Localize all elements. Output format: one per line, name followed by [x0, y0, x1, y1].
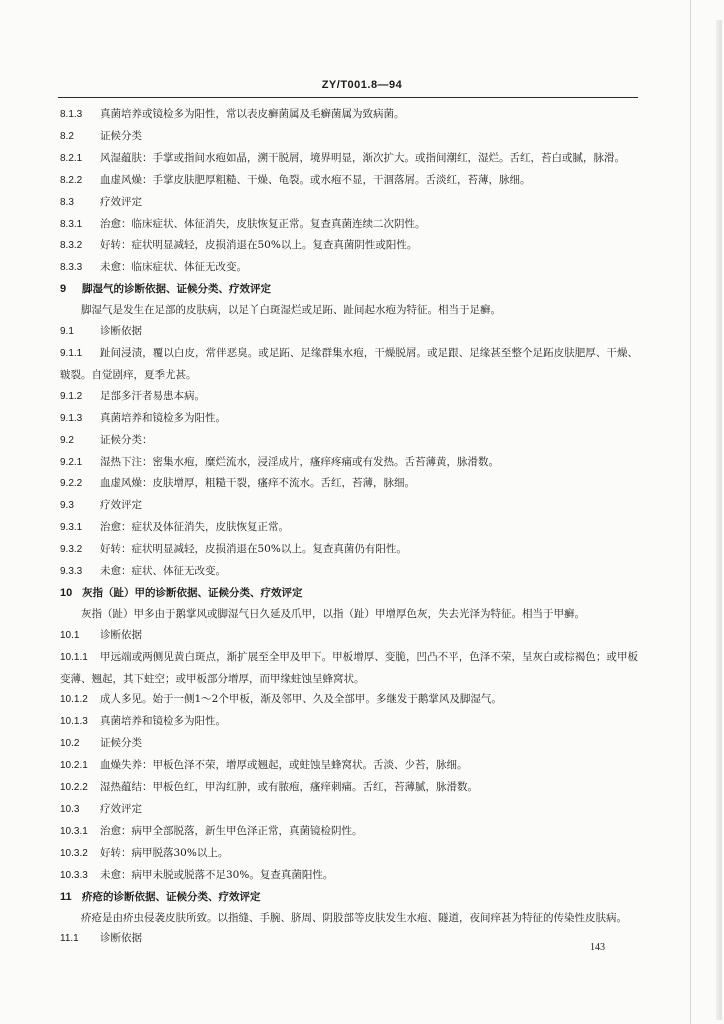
clause-number: 10.2.2	[60, 782, 88, 794]
clause-line	[60, 777, 638, 799]
clause-text: 风湿蕴肤：手掌或指间水疱如晶，溯干脱屑，境界明显，渐次扩大。或指间潮红，湿烂。舌红，苔白或腻，脉滑。	[100, 151, 625, 164]
clause-line	[60, 799, 638, 821]
clause-line	[60, 386, 638, 408]
clause-text: 诊断依据	[100, 932, 142, 945]
clause-number: 11.1	[60, 933, 79, 945]
clause-text: 证候分类	[100, 129, 142, 142]
clause-text: 真菌培养或镜检多为阳性，常以表皮癣菌属及毛癣菌属为致病菌。	[100, 108, 405, 120]
clause-number: 11	[60, 890, 72, 903]
body-paragraph	[60, 908, 638, 929]
clause-number: 10.3.2	[60, 847, 88, 859]
clause-number: 9.2	[60, 434, 74, 446]
clause-number: 9.1.1	[60, 347, 83, 359]
clause-text: 证候分类：	[100, 433, 153, 446]
clause-line	[60, 821, 638, 843]
clause-number: 9.1.2	[60, 390, 83, 402]
clause-text: 好转：症状明显减轻，皮损消退在50%以上。复查真菌阴性或阳性。	[100, 239, 418, 252]
clause-line	[60, 104, 638, 126]
clause-number: 9.3.3	[60, 566, 83, 578]
clause-number: 9.1	[60, 326, 74, 338]
clause-line	[60, 625, 638, 647]
clause-number: 10.1.1	[60, 651, 88, 663]
scan-edge-shadow	[716, 20, 722, 1020]
clause-text: 好转：病甲脱落30%以上。	[100, 846, 229, 859]
clause-number: 9.3	[60, 500, 74, 512]
clause-number: 8.3	[60, 196, 74, 208]
clause-text: 湿热蕴结：甲板色红，甲沟红肿，或有脓疱，瘙痒刺痛。舌红，苔薄腻，脉滑数。	[100, 781, 478, 794]
clause-text: 血虚风燥：手掌皮肤肥厚粗糙、干燥、龟裂。或水疱不显，干涸落屑。舌淡红，苔薄，脉细。	[100, 173, 531, 186]
clause-text: 好转：症状明显减轻，皮损消退在50%以上。复查真菌仍有阳性。	[100, 543, 407, 556]
clause-line	[60, 148, 638, 170]
clause-text: 治愈：症状及体征消失，皮肤恢复正常。	[100, 521, 289, 534]
clause-text: 足部多汗者易患本病。	[100, 389, 205, 402]
clause-line	[60, 495, 638, 517]
clause-text: 成人多见。始于一侧1～2个甲板，渐及邻甲、久及全部甲。多继发于鹅掌风及脚湿气。	[100, 693, 502, 706]
clause-number: 9.2.2	[60, 478, 83, 490]
clause-number: 8.2.2	[60, 174, 83, 186]
clause-line	[60, 321, 638, 343]
clause-line	[60, 408, 638, 430]
body-paragraph	[60, 604, 638, 625]
clause-number: 8.3.1	[60, 218, 83, 230]
clause-line	[60, 235, 638, 257]
clause-number: 10.1.3	[60, 716, 88, 728]
clause-line	[60, 539, 638, 561]
clause-number: 10.2	[60, 738, 80, 750]
clause-number: 10.3.3	[60, 869, 88, 881]
clause-line	[60, 517, 638, 539]
section-heading	[60, 279, 638, 300]
clause-number: 8.3.2	[60, 240, 83, 252]
clause-text: 血虚风燥：皮肤增厚，粗糙干裂，瘙痒不流水。舌红，苔薄，脉细。	[100, 477, 415, 490]
clause-line	[60, 561, 638, 583]
clause-text: 证候分类	[100, 737, 142, 750]
clause-line	[60, 452, 638, 474]
clause-text: 疗效评定	[100, 803, 142, 815]
clause-text: 未愈：病甲未脱或脱落不足30%。复查真菌阳性。	[100, 868, 334, 881]
clause-line	[60, 711, 638, 733]
section-heading	[60, 887, 638, 908]
clause-text: 脚湿气的诊断依据、证候分类、疗效评定	[82, 283, 271, 296]
clause-text: 未愈：症状、体征无改变。	[100, 565, 226, 578]
clause-line	[60, 473, 638, 495]
clause-number: 8.2	[60, 130, 74, 142]
clause-text: 疥疮的诊断依据、证候分类、疗效评定	[82, 890, 261, 903]
clause-line	[60, 733, 638, 755]
clause-number: 10.3	[60, 804, 80, 815]
clause-line	[60, 126, 638, 148]
clause-text: 诊断依据	[100, 325, 142, 338]
clause-number: 8.2.1	[60, 152, 83, 164]
clause-line	[60, 343, 638, 386]
clause-text: 真菌培养和镜检多为阳性。	[100, 411, 226, 424]
clause-line	[60, 192, 638, 214]
clause-number: 10	[60, 586, 73, 599]
clause-text: 甲远端或两侧见黄白斑点，渐扩展至全甲及甲下。甲板增厚、变脆，凹凸不平，色泽不荣，呈灰白或棕褐色；或甲板变薄、翘起，其下蛀空；或甲板部分增厚，而甲缘蛀蚀呈蜂窝状。	[60, 650, 638, 685]
header-rule	[58, 97, 638, 98]
clause-text: 脚湿气是发生在足部的皮肤病，以足丫白斑湿烂或足跖、趾间起水疱为特征。相当于足癣。	[81, 304, 501, 317]
clause-number: 9.3.2	[60, 544, 83, 556]
clause-text: 治愈：临床症状、体征消失，皮肤恢复正常。复查真菌连续二次阴性。	[100, 217, 426, 230]
clause-text: 未愈：临床症状、体征无改变。	[100, 261, 247, 274]
clause-text: 诊断依据	[100, 628, 142, 641]
clause-text: 灰指（趾）甲多由于鹅掌风或脚湿气日久延及爪甲，以指（趾）甲增厚色灰，失去光泽为特征。相当于甲癣。	[81, 607, 585, 620]
clause-line	[60, 843, 638, 865]
clause-text: 血燥失养：甲板色泽不荣，增厚或翘起，或蛀蚀呈蜂窝状。舌淡、少苔，脉细。	[100, 759, 468, 772]
page-header: ZY/T001.8—94	[321, 79, 403, 91]
clause-number: 9.1.3	[60, 412, 83, 424]
clause-text: 疥疮是由疥虫侵袭皮肤所致。以指缝、手腕、脐周、阴股部等皮肤发生水疱、隧道，夜间痒甚为特征的传染性皮肤病。	[81, 911, 627, 924]
body-paragraph	[60, 300, 638, 321]
page-number: 143	[590, 942, 605, 953]
clause-number: 10.2.1	[60, 760, 88, 772]
clause-number: 9.3.1	[60, 522, 83, 534]
clause-number: 9	[60, 283, 67, 296]
section-heading	[60, 583, 638, 604]
clause-line	[60, 214, 638, 236]
body-text	[60, 104, 638, 950]
clause-text: 治愈：病甲全部脱落，新生甲色泽正常，真菌镜检阴性。	[100, 824, 363, 837]
clause-text: 湿热下注：密集水疱，糜烂流水，浸淫成片，瘙痒疼痛或有发热。舌苔薄黄，脉滑数。	[100, 455, 499, 468]
clause-line	[60, 865, 638, 887]
page-edge-line	[690, 0, 691, 1024]
clause-text: 疗效评定	[100, 499, 142, 512]
clause-line	[60, 430, 638, 452]
clause-text: 趾间浸渍，覆以白皮，常伴恶臭。或足跖、足缘群集水疱，干燥脱屑。或足跟、足缘甚至整个足跖皮肤肥厚、干燥、皲裂。自觉剧痒，夏季尤甚。	[60, 346, 638, 381]
clause-text: 疗效评定	[100, 195, 142, 208]
clause-text: 灰指（趾）甲的诊断依据、证候分类、疗效评定	[82, 586, 303, 599]
clause-line	[60, 257, 638, 279]
clause-line	[60, 170, 638, 192]
clause-text: 真菌培养和镜检多为阳性。	[100, 715, 226, 728]
clause-number: 8.3.3	[60, 262, 83, 274]
clause-line	[60, 755, 638, 777]
clause-line	[60, 928, 638, 950]
clause-line	[60, 689, 638, 711]
clause-number: 10.1	[60, 629, 80, 641]
clause-number: 8.1.3	[60, 109, 83, 120]
clause-line	[60, 647, 638, 690]
clause-number: 10.3.1	[60, 825, 88, 837]
clause-number: 10.1.2	[60, 694, 88, 706]
clause-number: 9.2.1	[60, 456, 83, 468]
